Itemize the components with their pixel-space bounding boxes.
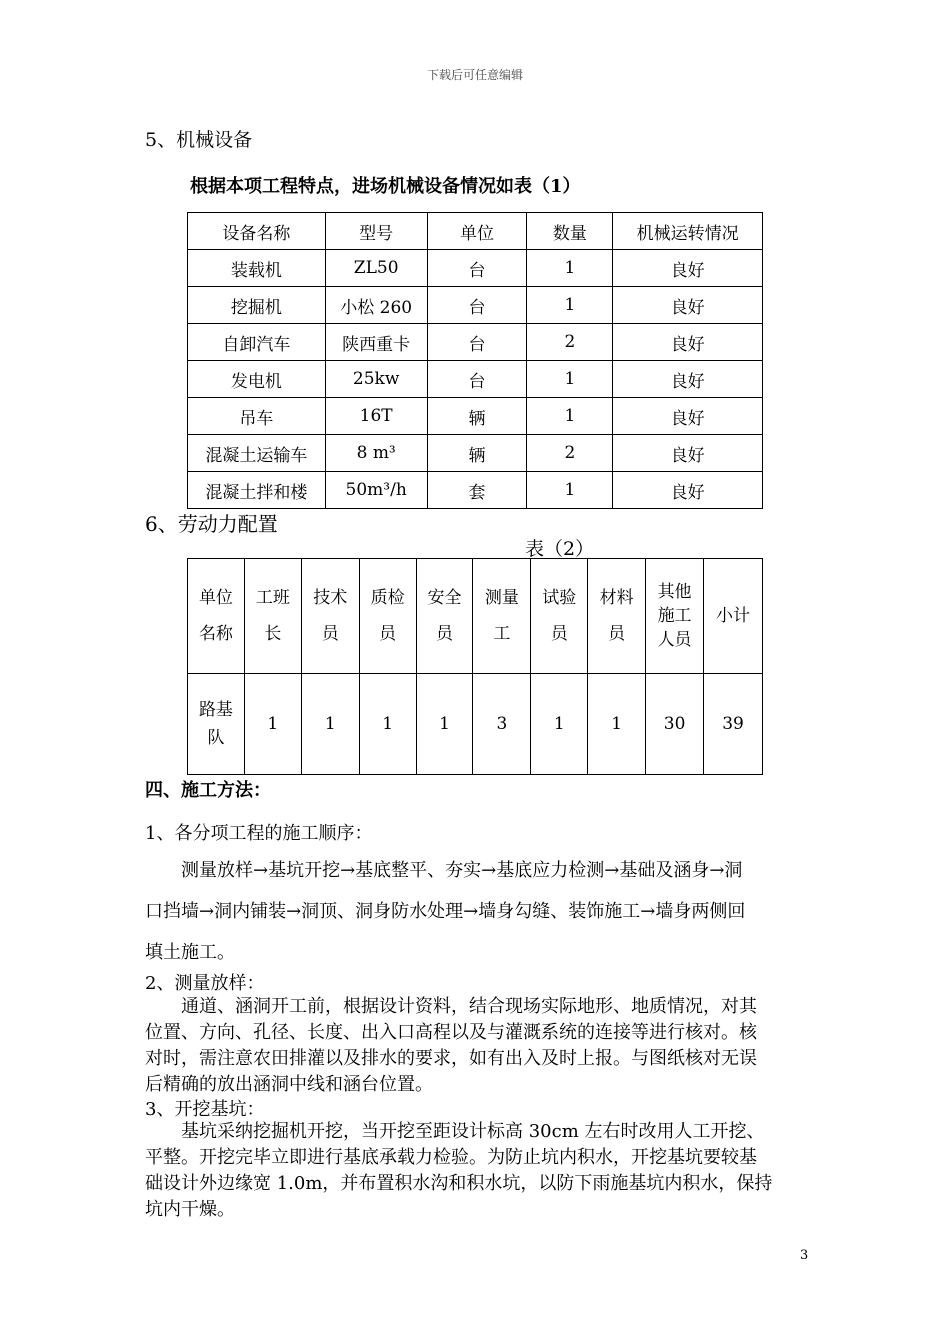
- table-header-row: [188, 559, 763, 674]
- table-cell: 台: [427, 287, 527, 324]
- paragraph-line: 对时，需注意农田排灌以及排水的要求，如有出入及时上报。与图纸核对无误: [145, 1048, 757, 1069]
- section-6-title: 6、劳动力配置: [145, 512, 278, 536]
- table-cell: 路基队: [188, 674, 245, 775]
- table-cell: 1: [527, 472, 613, 509]
- table-cell: 良好: [613, 287, 763, 324]
- table-row: [188, 398, 763, 435]
- table-header-cell: 安全员: [416, 559, 473, 674]
- item-3-title: 3、开挖基坑：: [145, 1099, 265, 1120]
- table-cell: 辆: [427, 435, 527, 472]
- paragraph-line: 坑内干燥。: [145, 1199, 235, 1220]
- paragraph-line: 口挡墙→洞内铺装→洞顶、洞身防水处理→墙身勾缝、装饰施工→墙身两侧回: [145, 901, 746, 922]
- table-header-cell: 单位: [427, 213, 527, 250]
- table-cell: 挖掘机: [188, 287, 326, 324]
- table-header-cell: 技术员: [301, 559, 359, 674]
- table-row: [188, 674, 763, 775]
- table-cell: 良好: [613, 250, 763, 287]
- paragraph-line: 础设计外边缘宽 1.0m，并布置积水沟和积水坑，以防下雨施基坑内积水，保持: [145, 1173, 773, 1194]
- table-header-cell: 工班长: [244, 559, 301, 674]
- paragraph-line: 位置、方向、孔径、长度、出入口高程以及与灌溉系统的连接等进行核对。核: [145, 1022, 757, 1043]
- table-header-cell: 单位名称: [188, 559, 245, 674]
- table-cell: 装载机: [188, 250, 326, 287]
- table-cell: 台: [427, 250, 527, 287]
- table-cell: 30: [646, 674, 704, 775]
- table-row: [188, 472, 763, 509]
- table-row: [188, 435, 763, 472]
- table-cell: 39: [704, 674, 763, 775]
- table-cell: 陕西重卡: [325, 324, 427, 361]
- table-cell: 良好: [613, 472, 763, 509]
- table-cell: 小松 260: [325, 287, 427, 324]
- table-header-row: [188, 213, 763, 250]
- table-cell: 1: [527, 287, 613, 324]
- table-cell: 1: [359, 674, 416, 775]
- table-2-caption: 表（2）: [525, 538, 595, 560]
- table-header-cell: 质检员: [359, 559, 416, 674]
- table-cell: 辆: [427, 398, 527, 435]
- paragraph-line: 测量放样→基坑开挖→基底整平、夯实→基底应力检测→基础及涵身→洞: [181, 860, 743, 881]
- paragraph-line: 基坑采纳挖掘机开挖，当开挖至距设计标高 30cm 左右时改用人工开挖、: [181, 1121, 765, 1142]
- table-cell: 3: [473, 674, 531, 775]
- item-3-body: [145, 1119, 810, 1223]
- table-cell: 2: [527, 435, 613, 472]
- item-2-body: [145, 994, 810, 1098]
- table-header-cell: 材料员: [588, 559, 646, 674]
- table-cell: 1: [301, 674, 359, 775]
- table-cell: 良好: [613, 324, 763, 361]
- table-cell: 16T: [325, 398, 427, 435]
- table-cell: 良好: [613, 435, 763, 472]
- table-cell: 混凝土拌和楼: [188, 472, 326, 509]
- table-cell: 自卸汽车: [188, 324, 326, 361]
- item-2-title: 2、测量放样：: [145, 973, 265, 994]
- table-cell: 良好: [613, 398, 763, 435]
- table-header-cell: 数量: [527, 213, 613, 250]
- table-cell: 1: [527, 361, 613, 398]
- table-cell: 套: [427, 472, 527, 509]
- section-5-title: 5、机械设备: [145, 129, 253, 151]
- table-row: [188, 324, 763, 361]
- table-cell: 1: [588, 674, 646, 775]
- paragraph-line: 通道、涵洞开工前，根据设计资料，结合现场实际地形、地质情况，对其: [181, 996, 757, 1017]
- table-row: [188, 361, 763, 398]
- table-cell: 2: [527, 324, 613, 361]
- table-cell: ZL50: [325, 250, 427, 287]
- table-cell: 良好: [613, 361, 763, 398]
- item-1-title: 1、各分项工程的施工顺序：: [145, 823, 373, 844]
- paragraph-line: 填土施工。: [145, 942, 235, 963]
- labor-table: [187, 558, 763, 775]
- paragraph-line: 平整。开挖完毕立即进行基底承载力检验。为防止坑内积水，开挖基坑要较基: [145, 1147, 757, 1168]
- table-header-cell: 型号: [325, 213, 427, 250]
- equipment-table: [187, 212, 763, 509]
- table-row: [188, 287, 763, 324]
- table-header-cell: 设备名称: [188, 213, 326, 250]
- page-number: 3: [800, 1248, 809, 1263]
- table-cell: 台: [427, 361, 527, 398]
- table-1-caption: 根据本项工程特点，进场机械设备情况如表（1）: [190, 176, 581, 197]
- table-cell: 吊车: [188, 398, 326, 435]
- table-cell: 台: [427, 324, 527, 361]
- table-cell: 1: [527, 250, 613, 287]
- table-cell: 1: [531, 674, 588, 775]
- header-note: 下载后可任意编辑: [426, 68, 523, 82]
- table-cell: 1: [416, 674, 473, 775]
- table-cell: 1: [244, 674, 301, 775]
- table-header-cell: 试验员: [531, 559, 588, 674]
- table-header-cell: 测量工: [473, 559, 531, 674]
- table-cell: 8 m³: [325, 435, 427, 472]
- table-cell: 1: [527, 398, 613, 435]
- section-4-title: 四、施工方法：: [145, 780, 271, 801]
- paragraph-line: 后精确的放出涵洞中线和涵台位置。: [145, 1074, 433, 1095]
- table-cell: 25kw: [325, 361, 427, 398]
- table-header-cell: 机械运转情况: [613, 213, 763, 250]
- item-1-body: [145, 850, 810, 973]
- table-row: [188, 250, 763, 287]
- table-cell: 发电机: [188, 361, 326, 398]
- table-cell: 50m³/h: [325, 472, 427, 509]
- table-header-cell: 其他施工人员: [646, 559, 704, 674]
- table-cell: 混凝土运输车: [188, 435, 326, 472]
- table-header-cell: 小计: [704, 559, 763, 674]
